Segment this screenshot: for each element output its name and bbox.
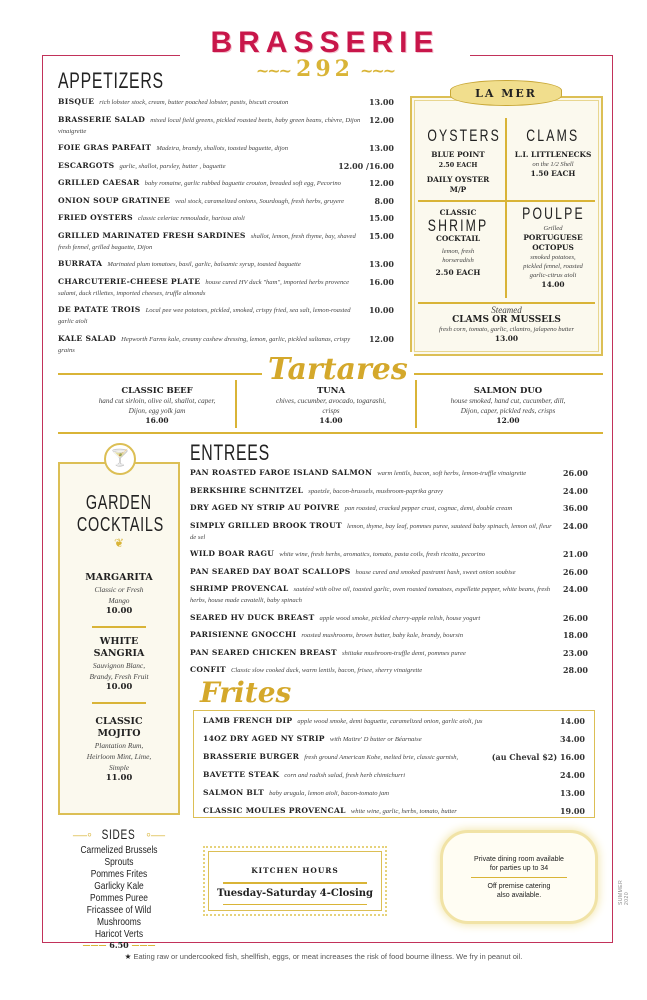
item-description: fresh ground American Kobe, melted brie, classic garnish, — [304, 754, 459, 761]
item-price: 12.00 /16.00 — [338, 160, 394, 171]
menu-item — [58, 213, 394, 224]
item-price: 34.00 — [559, 734, 585, 744]
item-name: DRY AGED NY STRIP AU POIVRE — [190, 503, 340, 512]
tartare-item: SALMON DUO house smoked, hand cut, cucumber, dill, Dijon, caper, pickled reds, crisps 12.00 — [450, 386, 566, 425]
menu-item — [190, 665, 588, 676]
item-name: PARISIENNE GNOCCHI — [190, 630, 297, 639]
menu-item — [190, 503, 588, 514]
item-description: veal stock, caramelized onions, Sourdough, fresh herbs, gruyere — [175, 197, 345, 205]
menu-item — [58, 259, 394, 270]
poulpe-section: POULPE Grilled PORTUGUESE OCTOPUS smoked potatoes, pickled fennel, roasted garlic-citrus aioli 14.00 — [521, 204, 585, 289]
item-price: 26.00 — [562, 566, 588, 577]
item-price: 26.00 — [562, 468, 588, 478]
item-name: SALMON BLT — [203, 788, 265, 797]
item-description: white wine, fresh herbs, aromatics, tomato, pasta coils, fresh ricotta, pecorino — [279, 551, 486, 558]
menu-item — [190, 630, 588, 641]
menu-item — [190, 648, 588, 659]
season-label: SUMMER 2020 — [618, 879, 630, 905]
item-name: SEARED HV DUCK BREAST — [190, 612, 315, 622]
menu-item — [203, 770, 585, 781]
menu-item — [190, 613, 588, 624]
kitchen-hours-box: KITCHEN HOURS Tuesday-Saturday 4-Closing — [203, 846, 387, 916]
item-price: 28.00 — [562, 665, 588, 675]
item-description: house cured HV duck "ham", imported herbs provence salami, duck rillettes, imported cheeses, truffle almonds — [58, 278, 350, 297]
item-name: GRILLED MARINATED FRESH SARDINES — [58, 230, 246, 240]
item-description: classic celeriac remoulade, harissa aioli — [137, 215, 245, 222]
menu-item — [58, 277, 394, 299]
entrees-heading: ENTREES — [190, 440, 270, 465]
item-name: FOIE GRAS PARFAIT — [58, 143, 152, 152]
logo-number: ~~~ 292 ~~~ — [180, 56, 470, 82]
cocktail-item: CLASSIC MOJITO Plantation Rum, Heirloom Mint, Lime, Simple 11.00 — [86, 716, 152, 783]
item-price: 24.00 — [562, 485, 588, 496]
item-description: garlic, shallot, parsley, butter , baguette — [119, 162, 226, 170]
item-price: 24.00 — [562, 584, 588, 594]
menu-item — [58, 115, 394, 137]
item-description: rich lobster stock, cream, butter poached lobster, pastis, biscuit crouton — [99, 99, 289, 106]
logo-name: BRASSERIE — [210, 26, 440, 59]
item-description: house cured and smoked pastrami hash, sweet onion soubise — [355, 568, 516, 576]
cocktail-item: WHITE SANGRIA Sauvignon Blanc, Brandy, Fresh Fruit 10.00 — [60, 636, 178, 704]
menu-item — [190, 549, 588, 560]
menu-item — [58, 178, 394, 189]
private-dining-badge: Private dining room available for parties up to 34 Off premise catering also available. — [440, 830, 598, 924]
item-price: 36.00 — [562, 503, 588, 513]
item-price: 13.00 — [368, 143, 394, 153]
item-name: WILD BOAR RAGU — [190, 549, 275, 558]
item-price: 19.00 — [559, 806, 585, 816]
item-description: with Maitre' D butter or Béarnaise — [329, 736, 422, 743]
item-name: CONFIT — [190, 665, 226, 674]
item-name: GRILLED CAESAR — [58, 178, 140, 187]
menu-item — [190, 584, 588, 606]
item-name: BISQUE — [58, 97, 95, 106]
item-price: 21.00 — [562, 549, 588, 559]
la-mer-banner: LA MER — [450, 80, 562, 106]
menu-item — [58, 305, 394, 327]
item-description: shallot, lemon, fresh thyme, bay, shaved fresh fennel, grilled baguette, Dijon — [58, 232, 356, 251]
menu-item — [58, 196, 394, 207]
clams-section: CLAMS L.I. LITTLENECKS on the 1/2 Shell 1.50 EACH — [514, 126, 592, 178]
item-description: pan roasted, cracked pepper crust, cognac, demi, double cream — [344, 505, 513, 512]
item-description: Classic slow cooked duck, warm lentils, bacon, frisee, sherry vinaigrette — [231, 667, 423, 674]
entrees-list — [190, 468, 588, 683]
item-name: FRIED OYSTERS — [58, 213, 133, 222]
item-description: apple wood smoke, pickled cherry-apple relish, house yogurt — [319, 614, 481, 622]
item-name: BURRATA — [58, 259, 103, 268]
item-description: sautéed with olive oil, toasted garlic, oven roasted tomatoes, espellette pepper, white beans, fresh herbs, house made cavatelli, baby spinach — [190, 586, 551, 604]
cocktail-glass-icon: 🍸 — [104, 443, 136, 475]
appetizers-list — [58, 97, 394, 362]
item-name: KALE SALAD — [58, 333, 117, 343]
item-price: 12.00 — [368, 333, 394, 344]
item-price: 16.00 — [368, 276, 394, 287]
item-price: 13.00 — [559, 788, 585, 798]
item-name: SHRIMP PROVENCAL — [190, 584, 289, 593]
side-item: Fricassee of Wild Mushrooms — [86, 904, 152, 928]
item-name: ESCARGOTS — [58, 160, 115, 170]
menu-item — [203, 752, 585, 763]
menu-item — [190, 486, 588, 497]
item-description: Local pee wee potatoes, pickled, smoked, crispy fried, sea salt, lemon-roasted garlic aioli — [58, 307, 351, 325]
item-description: apple wood smoke, demi baguette, caramelized onion, garlic aioli, jus — [297, 718, 483, 725]
menu-item — [58, 97, 394, 108]
menu-item — [203, 734, 585, 745]
item-description: shiitake mushroom-truffle demi, pommes puree — [341, 649, 466, 657]
item-price: (au Cheval $2) 16.00 — [491, 752, 585, 762]
item-name: BRASSERIE SALAD — [58, 114, 146, 124]
item-description: lemon, thyme, bay leaf, pommes puree, sauteed baby spinach, lemon oil, fleur de sel — [190, 522, 552, 541]
item-name: BAVETTE STEAK — [203, 770, 280, 779]
item-name: BRASSERIE BURGER — [203, 752, 300, 761]
tartare-item: TUNA chives, cucumber, avocado, togarashi, crisps 14.00 — [276, 386, 386, 425]
cocktails-box — [58, 462, 180, 815]
frites-heading: Frites — [196, 676, 295, 709]
item-price: 24.00 — [559, 770, 585, 780]
item-price: 24.00 — [562, 520, 588, 531]
item-price: 12.00 — [368, 114, 394, 125]
frites-list — [203, 716, 585, 824]
item-name: 14OZ DRY AGED NY STRIP — [203, 734, 325, 743]
item-description: baby arugula, lemon aioli, bacon-tomato jam — [269, 790, 390, 797]
logo — [180, 22, 470, 88]
appetizers-heading: APPETIZERS — [58, 68, 164, 93]
item-description: Madeira, brandy, shallots, toasted baguette, dijon — [156, 145, 288, 152]
menu-item — [190, 468, 588, 479]
item-name: LAMB FRENCH DIP — [203, 716, 293, 725]
item-description: white wine, garlic, herbs, tomato, butter — [350, 808, 457, 815]
menu-item — [58, 161, 394, 172]
item-description: Hepworth Farms kale, creamy cashew dressing, lemon, garlic, pickled sultanas, crispy grains — [58, 335, 351, 354]
item-description: baby romaine, garlic rubbed baguette crouton, breaded soft egg, Pecorino — [144, 180, 341, 187]
item-price: 14.00 — [559, 716, 585, 726]
menu-item — [203, 716, 585, 727]
item-description: roasted mushrooms, brown butter, baby kale, brandy, boursin — [301, 632, 464, 639]
oysters-section: OYSTERS BLUE POINT 2.50 EACH DAILY OYSTER M/P — [426, 126, 501, 194]
menu-item — [58, 143, 394, 154]
tartare-item: CLASSIC BEEF hand cut sirloin, olive oil, shallot, caper, Dijon, egg yolk jam 16.00 — [98, 386, 216, 425]
cocktail-item: MARGARITA Classic or Fresh Mango 10.00 — [60, 572, 178, 628]
menu-item — [190, 521, 588, 543]
item-name: SIMPLY GRILLED BROOK TROUT — [190, 520, 342, 530]
item-price: 10.00 — [368, 305, 394, 315]
sides-section: —◦ SIDES ◦— Carmelized Brussels Sprouts Pommes Frites Garlicky Kale Pommes Puree Fricassee of Wild Mushrooms Haricot Verts ——— 6.50 ——— — [58, 826, 180, 950]
cocktails-heading: GARDEN COCKTAILS ❦ — [76, 492, 164, 550]
item-price: 8.00 — [374, 195, 394, 206]
item-name: ONION SOUP GRATINEE — [58, 195, 171, 205]
side-item: Haricot Verts — [94, 928, 144, 940]
item-name: PAN SEARED DAY BOAT SCALLOPS — [190, 566, 351, 576]
item-price: 15.00 — [368, 230, 394, 241]
side-item: Carmelized Brussels Sprouts — [80, 844, 158, 868]
item-price: 13.00 — [368, 97, 394, 107]
menu-item — [203, 806, 585, 817]
item-name: PAN SEARED CHICKEN BREAST — [190, 647, 337, 657]
item-name: BERKSHIRE SCHNITZEL — [190, 485, 304, 495]
menu-item — [190, 567, 588, 578]
item-price: 15.00 — [368, 213, 394, 223]
side-item: Garlicky Kale — [94, 880, 144, 892]
item-description: warm lentils, bacon, soft herbs, lemon-truffle vinaigrette — [377, 470, 527, 477]
shrimp-section: CLASSIC SHRIMP COCKTAIL lemon, fresh horseradish 2.50 EACH — [427, 208, 489, 277]
item-price: 13.00 — [368, 259, 394, 269]
footer-disclaimer: ★ Eating raw or undercooked fish, shellfish, eggs, or meat increases the risk of food bourne illness. We fry in peanut oil. — [124, 952, 523, 961]
item-name: CLASSIC MOULES PROVENCAL — [203, 806, 346, 815]
item-price: 26.00 — [562, 612, 588, 623]
item-name: CHARCUTERIE-CHEESE PLATE — [58, 276, 201, 286]
side-item: Pommes Puree — [90, 892, 148, 904]
item-description: mixed local field greens, pickled roasted beets, baby green beans, chèvre, Dijon vinaigrette — [58, 116, 361, 135]
item-price: 18.00 — [562, 630, 588, 640]
menu-item — [58, 231, 394, 253]
side-item: Pommes Frites — [90, 868, 148, 880]
item-price: 12.00 — [368, 178, 394, 188]
item-name: PAN ROASTED FAROE ISLAND SALMON — [190, 468, 373, 477]
item-name: DE PATATE TROIS — [58, 305, 141, 314]
menu-item — [203, 788, 585, 799]
item-description: corn and radish salad, fresh herb chimichurri — [284, 772, 406, 779]
item-description: spaetzle, bacon-brussels, mushroom-paprika gravy — [308, 487, 444, 495]
tartares-heading: Tartares — [262, 352, 414, 387]
steamed-section: Steamed CLAMS OR MUSSELS fresh corn, tomato, garlic, cilantro, jalapeno butter 13.00 — [438, 305, 575, 343]
item-description: Marinated plum tomatoes, basil, garlic, balsamic syrup, toasted baguette — [107, 261, 301, 268]
item-price: 23.00 — [562, 647, 588, 658]
